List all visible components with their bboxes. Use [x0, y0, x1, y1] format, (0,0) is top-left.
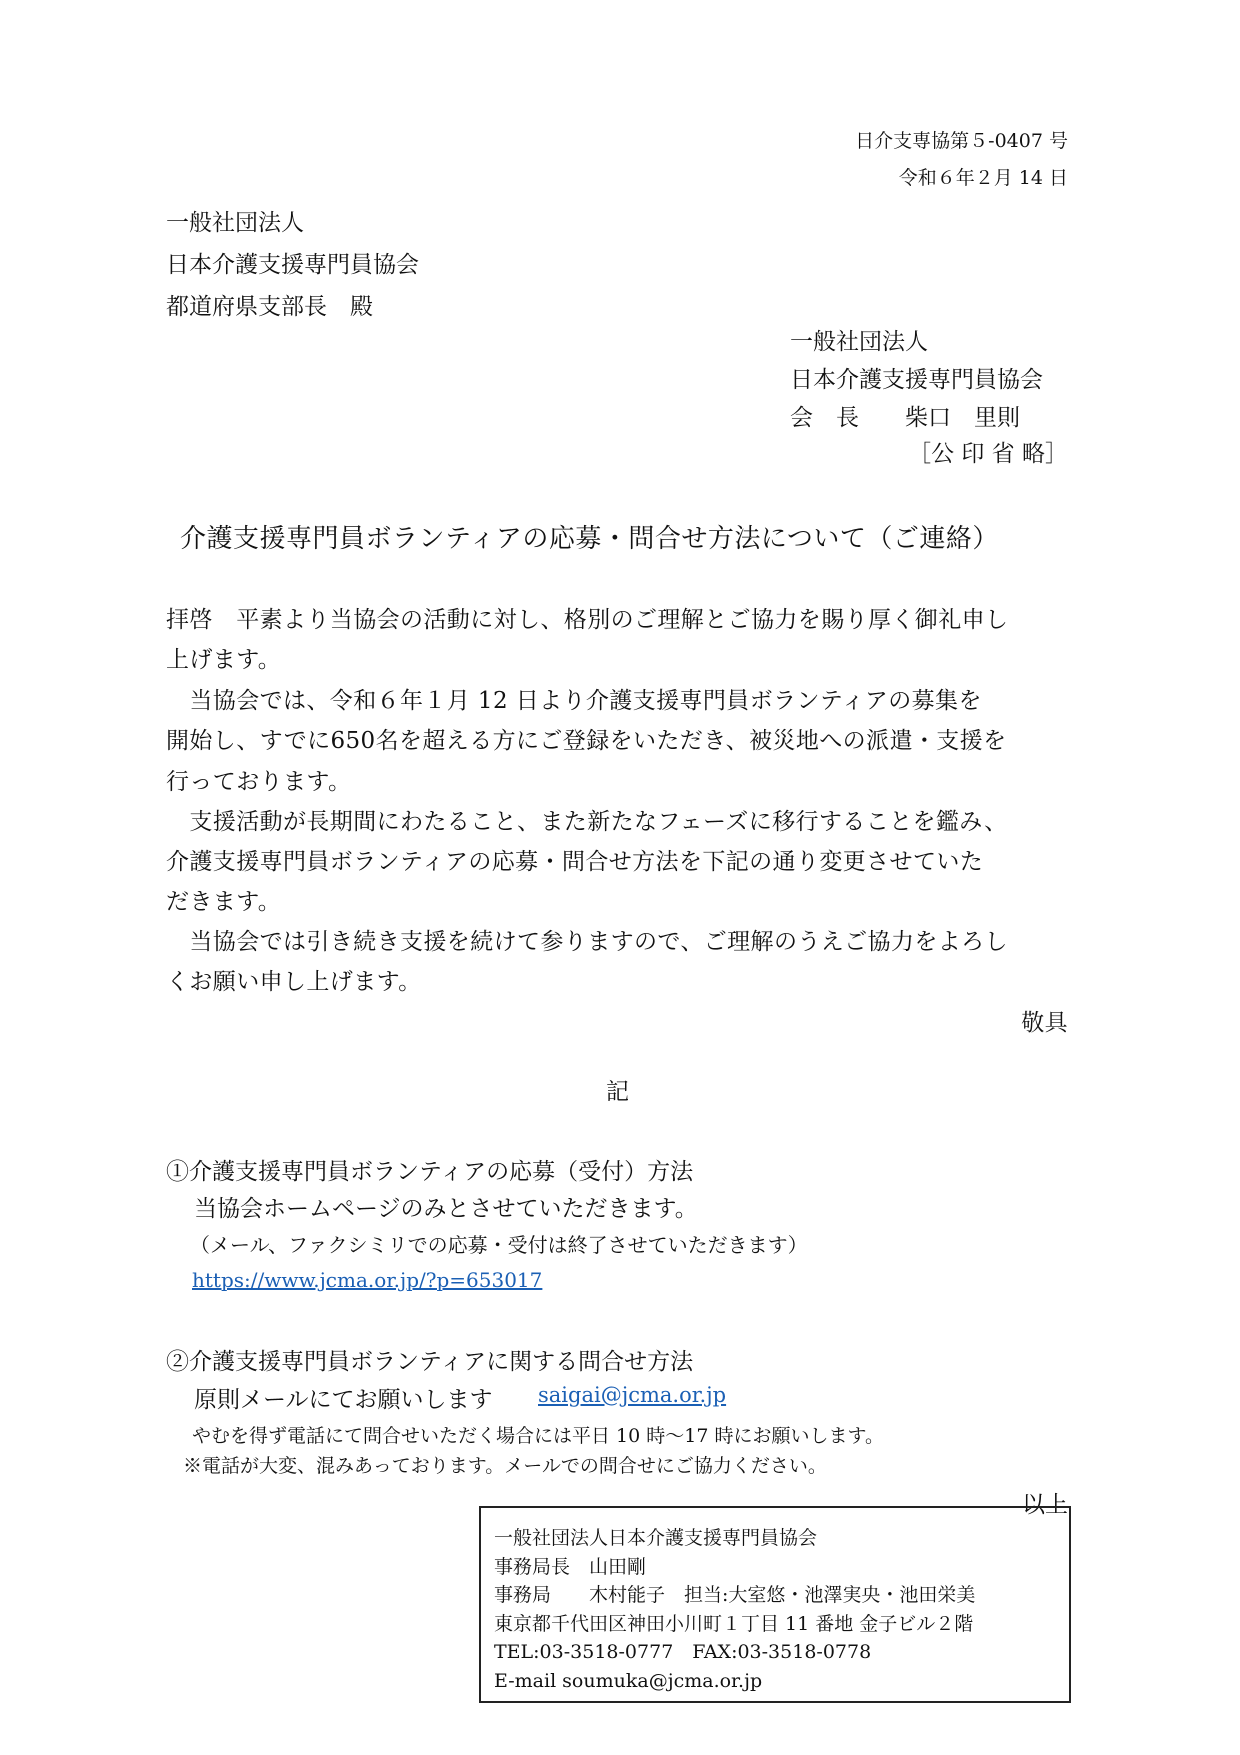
body-line: 開始し、すでに650名を超える方にご登録をいただき、被災地への派遣・支援を — [166, 728, 1007, 754]
document-number: 日介支専協第５-0407 号 — [855, 130, 1068, 152]
seal-omitted-note: ［公 印 省 略］ — [908, 441, 1068, 467]
section1-note: （メール、ファクシミリでの応募・受付は終了させていただきます） — [190, 1233, 808, 1257]
body-line: 介護支援専門員ボランティアの応募・問合せ方法を下記の通り変更させていた — [166, 849, 984, 875]
contact-staff: 事務局 木村能子 担当:大室悠・池澤実央・池田栄美 — [494, 1584, 976, 1606]
document-title: 介護支援専門員ボランティアの応募・問合せ方法について（ご連絡） — [180, 524, 999, 554]
contact-email: E-mail soumuka@jcma.or.jp — [494, 1669, 763, 1692]
section2-email-container — [538, 1383, 726, 1407]
sender-line-1: 一般社団法人 — [790, 329, 928, 355]
section1-heading: ①介護支援専門員ボランティアの応募（受付）方法 — [166, 1159, 694, 1185]
contact-org: 一般社団法人日本介護支援専門員協会 — [494, 1527, 818, 1549]
sender-line-2: 日本介護支援専門員協会 — [790, 367, 1043, 393]
closing-keigu: 敬具 — [1021, 1010, 1068, 1036]
section2-heading: ②介護支援専門員ボランティアに関する問合せ方法 — [166, 1349, 694, 1375]
section1-text: 当協会ホームページのみとさせていただきます。 — [194, 1196, 698, 1222]
end-ijou: 以上 — [1022, 1492, 1068, 1518]
section2-busy-note: ※電話が大変、混みあっております。メールでの問合せにご協力ください。 — [183, 1455, 827, 1477]
recipient-line-3: 都道府県支部長 殿 — [166, 294, 373, 320]
contact-director: 事務局長 山田剛 — [494, 1555, 647, 1578]
body-line: くお願い申し上げます。 — [166, 969, 422, 995]
body-line: 上げます。 — [166, 647, 282, 673]
sender-president: 会 長 柴口 里則 — [790, 405, 1020, 431]
section2-text: 原則メールにてお願いします — [194, 1387, 493, 1413]
body-line: だきます。 — [166, 889, 282, 915]
recipient-line-2: 日本介護支援専門員協会 — [166, 252, 419, 278]
body-line: 行っております。 — [166, 769, 352, 795]
body-line: 支援活動が長期間にわたること、また新たなフェーズに移行することを鑑み、 — [166, 809, 1008, 835]
section1-url-container — [192, 1268, 542, 1292]
section2-phone-note: やむを得ず電話にて問合せいただく場合には平日 10 時～17 時にお願いします。 — [192, 1425, 884, 1447]
document-date: 令和６年２月 14 日 — [898, 167, 1068, 189]
contact-box — [479, 1506, 1071, 1703]
ki-heading: 記 — [606, 1079, 629, 1105]
body-line: 当協会では、令和６年１月 12 日より介護支援専門員ボランティアの募集を — [166, 688, 982, 714]
recipient-line-1: 一般社団法人 — [166, 210, 304, 236]
contact-tel-fax: TEL:03-3518-0777 FAX:03-3518-0778 — [494, 1641, 872, 1663]
homepage-link[interactable]: https://www.jcma.or.jp/?p=653017 — [192, 1268, 543, 1292]
saigai-email-link[interactable]: saigai@jcma.or.jp — [538, 1383, 727, 1407]
contact-address: 東京都千代田区神田小川町１丁目 11 番地 金子ビル２階 — [494, 1612, 974, 1635]
body-line: 拝啓 平素より当協会の活動に対し、格別のご理解とご協力を賜り厚く御礼申し — [166, 607, 1009, 633]
body-line: 当協会では引き続き支援を続けて参りますので、ご理解のうえご協力をよろし — [166, 929, 1008, 955]
